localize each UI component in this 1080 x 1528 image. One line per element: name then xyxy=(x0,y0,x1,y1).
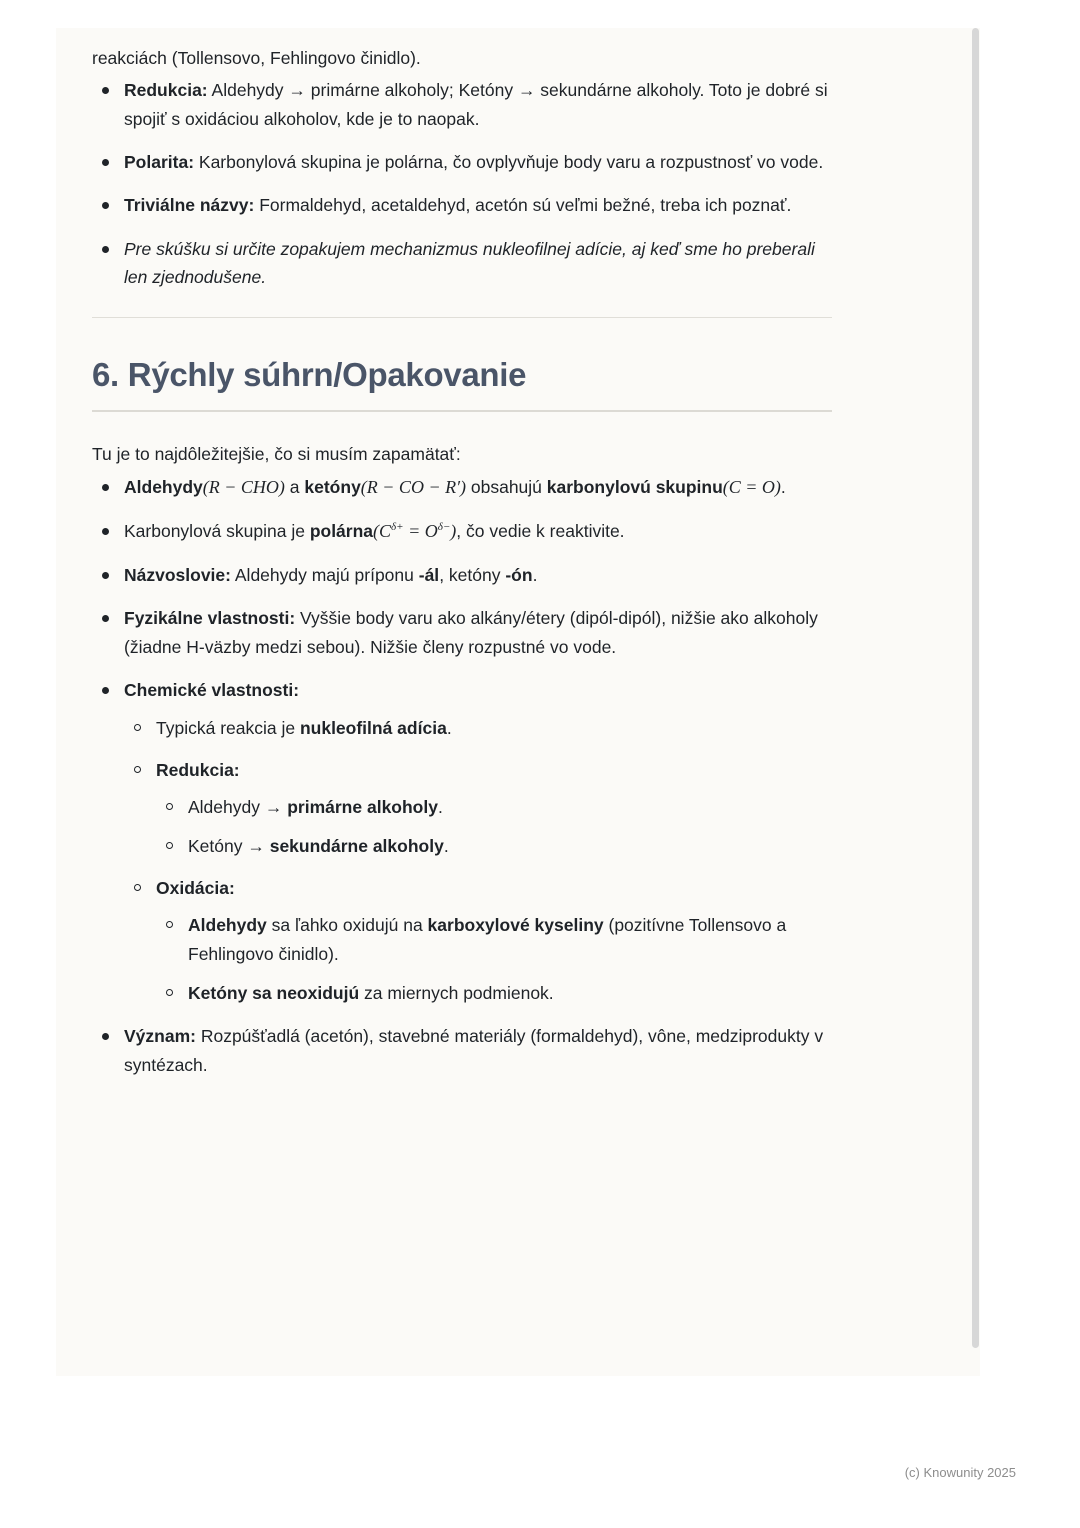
summary-text-2: , ketóny xyxy=(439,565,506,586)
bullet-lead-label: Redukcia: xyxy=(124,80,208,101)
heading-underline xyxy=(92,410,832,412)
bullet-text: Karbonylová skupina je polárna, čo ovplyvňuje body varu a rozpustnosť vo vode. xyxy=(194,152,824,173)
list-item xyxy=(156,911,832,968)
formula-delta-plus: δ+ xyxy=(391,521,404,534)
list-item xyxy=(92,676,832,1007)
summary-text-1: Aldehydy majú príponu xyxy=(230,565,419,586)
summary-text-1: Karbonylová skupina je xyxy=(124,520,310,541)
bullet-text: Vyššie body varu ako alkány/étery (dipól-dipól), nižšie ako alkoholy (žiadne H-väzby medzi sebou). Nižšie členy rozpustné vo vode. xyxy=(124,608,818,657)
summary-bullet-list xyxy=(92,473,832,1079)
redukcia-sublist xyxy=(156,793,832,861)
sub-text-2: . xyxy=(446,718,452,739)
bullet-lead-label: Názvoslovie: xyxy=(124,565,231,586)
formula-r-cho: (R − CHO) xyxy=(202,476,285,497)
list-item xyxy=(92,191,832,219)
sub3-text-2: . xyxy=(443,836,449,857)
list-item xyxy=(92,76,832,133)
list-item xyxy=(92,1022,832,1079)
list-item xyxy=(92,148,832,176)
sub3-text-1: sa ľahko oxidujú na xyxy=(266,915,428,936)
sub-bold-nukleofilna: nukleofilná adícia xyxy=(299,718,447,739)
bullet-text: Formaldehyd, acetaldehyd, acetón sú veľmi bežné, treba ich poznať. xyxy=(254,195,792,216)
section-intro: Tu je to najdôležitejšie, čo si musím zapamätať: xyxy=(92,444,461,465)
list-item-redukcia xyxy=(124,756,832,861)
formula-r-co-r: (R − CO − R′) xyxy=(360,476,467,497)
suffix-al: -ál xyxy=(418,565,440,586)
sub3-bold-1: Aldehydy xyxy=(188,915,267,936)
sub3-text-1: Aldehydy → xyxy=(188,797,288,818)
summary-text-3: . xyxy=(532,565,538,586)
top-bullet-list xyxy=(92,76,832,291)
oxidacia-sublist xyxy=(156,911,832,1007)
document-content xyxy=(92,44,832,1094)
sub-lead-oxidacia: Oxidácia: xyxy=(156,877,235,898)
formula-polarity-close: ) xyxy=(450,520,457,541)
list-item xyxy=(92,604,832,661)
italic-note-text: Pre skúšku si určite zopakujem mechanizmus nukleofilnej adície, aj keď sme ho preberali len zjednodušene. xyxy=(124,238,815,288)
list-item xyxy=(156,793,832,821)
list-item xyxy=(92,561,832,589)
list-item xyxy=(92,517,832,546)
summary-text-2: obsahujú xyxy=(466,476,547,497)
list-item-oxidacia xyxy=(124,874,832,1007)
copyright-footer: (c) Knowunity 2025 xyxy=(904,1465,1016,1480)
bullet-lead-label: Význam: xyxy=(124,1026,196,1047)
sub3-text-1: Ketóny → xyxy=(188,836,270,857)
formula-c-o: (C = O) xyxy=(722,476,781,497)
summary-bold-1: Aldehydy xyxy=(124,476,203,497)
summary-bold-polarna: polárna xyxy=(309,520,374,541)
section-divider xyxy=(92,317,832,318)
sub3-text-2: (pozitívne Tollensovo a Fehlingovo činidlo). xyxy=(188,915,787,964)
sub3-bold-1: Ketóny sa neoxidujú xyxy=(188,982,360,1003)
chemical-properties-sublist xyxy=(124,714,832,1007)
sub3-text-1: za miernych podmienok. xyxy=(359,982,554,1003)
scrollbar-thumb[interactable] xyxy=(972,28,979,1348)
formula-delta-minus: δ− xyxy=(437,521,451,534)
sub-lead-redukcia: Redukcia: xyxy=(156,759,240,780)
summary-bold-3: karbonylovú skupinu xyxy=(546,476,723,497)
bullet-text: Rozpúšťadlá (acetón), stavebné materiály (formaldehyd), vône, medziprodukty v syntézach. xyxy=(124,1026,824,1075)
formula-polarity-mid: = O xyxy=(403,520,438,541)
sub3-bold-2: karboxylové kyseliny xyxy=(427,915,604,936)
partial-paragraph: reakciách (Tollensovo, Fehlingovo činidlo). xyxy=(92,48,421,68)
sub-text-1: Typická reakcia je xyxy=(156,718,300,739)
sub3-text-2: . xyxy=(437,797,443,818)
list-item xyxy=(156,832,832,860)
sub3-bold-1: sekundárne alkoholy xyxy=(269,836,444,857)
bullet-lead-label: Triviálne názvy: xyxy=(124,195,255,216)
list-item xyxy=(92,473,832,502)
summary-text-2: , čo vedie k reaktivite. xyxy=(456,520,625,541)
summary-bold-2: ketóny xyxy=(304,476,361,497)
formula-polarity-open: (C xyxy=(373,520,392,541)
list-item xyxy=(124,714,832,742)
bullet-lead-label: Chemické vlastnosti: xyxy=(124,680,300,701)
sub3-bold-1: primárne alkoholy xyxy=(287,797,438,818)
suffix-on: -ón xyxy=(505,565,533,586)
list-item-italic-note xyxy=(92,235,832,292)
summary-text-3: . xyxy=(780,476,786,497)
bullet-lead-label: Polarita: xyxy=(124,152,195,173)
section-heading: 6. Rýchly súhrn/Opakovanie xyxy=(92,356,527,394)
summary-text-1: a xyxy=(284,476,305,497)
list-item xyxy=(156,979,832,1007)
bullet-text: Aldehydy → primárne alkoholy; Ketóny → sekundárne alkoholy. Toto je dobré si spojiť s oxidáciou alkoholov, kde je to naopak. xyxy=(124,80,828,129)
scrollbar-track[interactable] xyxy=(1070,28,1080,1376)
bullet-lead-label: Fyzikálne vlastnosti: xyxy=(124,608,296,629)
